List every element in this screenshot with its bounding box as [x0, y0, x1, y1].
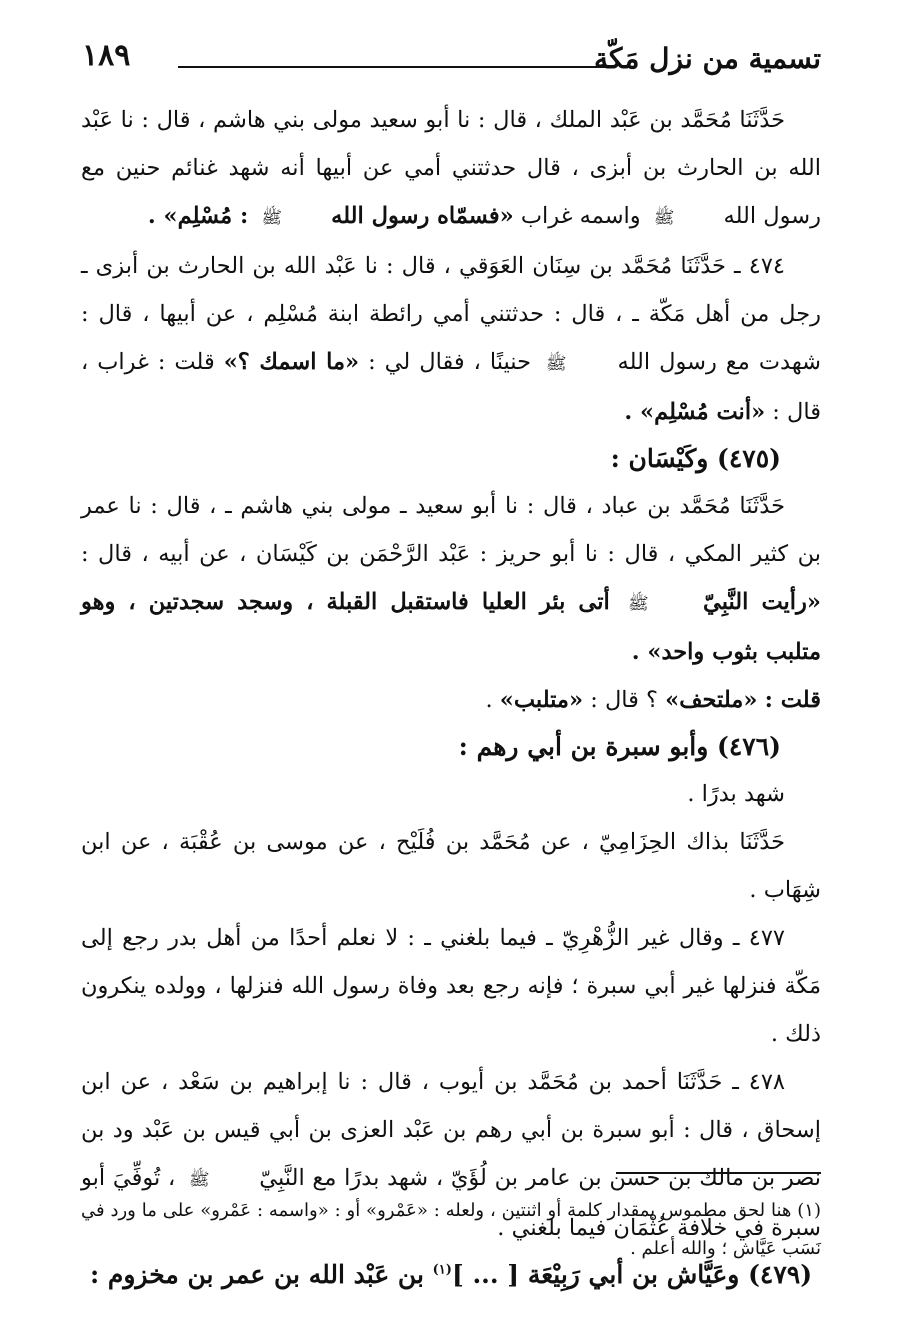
quote-text: «أنت مُسْلِم» .: [624, 399, 766, 425]
quote-text: «ما اسمك ؟»: [223, 349, 360, 375]
section-heading-475: (٤٧٥) وكَيْسَان :: [610, 444, 781, 473]
paragraph-hadith-475: [81, 482, 821, 676]
quote-text: : مُسْلِم» .: [147, 203, 249, 229]
footnote-marker: (١): [432, 1262, 452, 1278]
footnote: (١) هنا لحق مطموس بمقدار كلمة أو اثنتين ، ولعله : «عَمْرو» أو : «واسمه : عَمْرو» على ما ورد في نَسَب عَيَّاش ؛ والله أعلم .: [81, 1200, 821, 1259]
paragraph-badr: شهد بدرًا .: [687, 781, 785, 807]
paragraph-text: ؟ قال :: [590, 687, 659, 713]
salla-glyph: ﷺ: [188, 1170, 210, 1190]
quote-text: «رأيت النَّبِيّ: [702, 589, 821, 615]
page-number: ١٨٩: [82, 38, 131, 73]
paragraph-question: [81, 676, 821, 724]
paragraph-text: ٤٧٨ ـ حَدَّثَنَا أحمد بن مُحَمَّد بن أيوب ، قال : نا إبراهيم بن سَعْد ، عن ابن إسحاق ، قال : أبو سبرة بن أبي رهم بن عَبْد العزى بن أبي قيس بن عَبْد ود بن نصر بن مالك بن حسن بن عامر بن لُؤَيّ ، شهد بدرًا مع النَّبِيّ: [81, 1069, 822, 1191]
header-rule: [178, 66, 606, 68]
paragraph-text: حَدَّثَنَا مُحَمَّد بن عَبْد الملك ، قال : نا أبو سعيد مولى بني هاشم ، قال : نا عَبْد الله بن الحارث بن أبزى ، قال حدثتني أمي عن أبيها أنه شهد غنائم حنين مع رسول الله: [81, 107, 821, 229]
running-header-title: تسمية من نزل مَكّة: [593, 42, 821, 75]
paragraph-text: حَدَّثَنَا مُحَمَّد بن عباد ، قال : نا أبو سعيد ـ مولى بني هاشم ـ ، قال : نا عمر بن كثير المكي ، قال : نا أبو حريز : عَبْد الرَّحْمَن بن كَيْسَان ، عن أبيه ، قال :: [81, 493, 821, 567]
quote-text: أتى بئر العليا فاستقبل القبلة ، وسجد سجدتين ، وهو متلبب بثوب واحد» .: [81, 589, 821, 665]
paragraph-text: ، تُوفِّيَ أبو سبرة في خلافة عُثْمَان فيما بلغني .: [81, 1165, 821, 1241]
quote-text: «فسمّاه رسول الله: [331, 203, 514, 229]
paragraph-hadith-477: ٤٧٧ ـ وقال غير الزُّهْرِيّ ـ فيما بلغني ـ : لا نعلم أحدًا من أهل بدر رجع إلى مَكّة فنزلها غير أبي سبرة ؛ فإنه رجع بعد وفاة رسول الله فنزلها ، وولده ينكرون ذلك .: [81, 925, 821, 1047]
footnote-rule: [616, 1172, 821, 1174]
paragraph-text: واسمه غراب: [520, 203, 641, 229]
salla-glyph: ﷺ: [545, 354, 567, 374]
paragraph-text: حنينًا ، فقال لي :: [368, 349, 531, 375]
salla-glyph: ﷺ: [653, 208, 675, 228]
paragraph-hadith-474: [81, 242, 821, 436]
salla-glyph: ﷺ: [628, 594, 649, 614]
heading-text: بن عَبْد الله بن عمر بن مخزوم :: [89, 1260, 424, 1289]
paragraph-text: قلت : غراب ، قال :: [81, 349, 821, 425]
paragraph-hadith-473: [81, 96, 821, 242]
paragraph-text: ٤٧٤ ـ حَدَّثَنَا مُحَمَّد بن سِنَان العَوَقي ، قال : نا عَبْد الله بن الحارث بن أبزى ـ رجل من أهل مَكّة ـ ، قال : حدثتني أمي رائطة ابنة مُسْلِم ، عن أبيها ، قال : شهدت مع رسول الله: [81, 253, 822, 375]
paragraph-text: .: [485, 687, 493, 713]
heading-text: (٤٧٩) وعَيَّاش بن أبي رَبِيْعَة [ ... ]: [451, 1260, 813, 1289]
quote-text: «ملتحف»: [665, 687, 758, 713]
salla-glyph: ﷺ: [261, 208, 283, 228]
paragraph-isnad: حَدَّثَنَا بذاك الحِزَامِيّ ، عن مُحَمَّد بن فُلَيْح ، عن موسى بن عُقْبَة ، عن ابن شِهَاب .: [81, 829, 821, 903]
paragraph-text: قلت :: [764, 687, 821, 713]
quote-text: «متلبب»: [499, 687, 584, 713]
body-text: [81, 96, 821, 1298]
section-heading-476: (٤٧٦) وأبو سبرة بن أبي رهم :: [458, 732, 781, 761]
